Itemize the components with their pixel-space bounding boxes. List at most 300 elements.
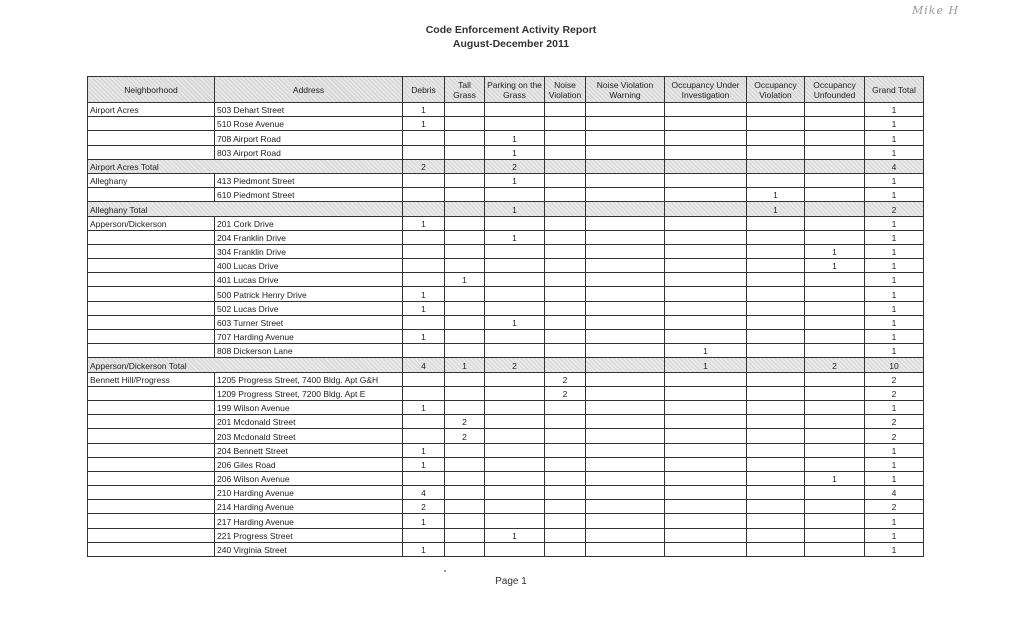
count-cell bbox=[445, 117, 485, 131]
count-cell bbox=[747, 486, 805, 500]
count-cell bbox=[586, 457, 665, 471]
table-row bbox=[88, 273, 924, 287]
count-cell bbox=[586, 415, 665, 429]
count-cell bbox=[403, 315, 445, 329]
count-cell bbox=[545, 528, 586, 542]
count-cell bbox=[403, 273, 445, 287]
grand-total-cell: 2 bbox=[865, 386, 924, 400]
count-cell bbox=[485, 330, 545, 344]
neighborhood-total-row bbox=[88, 358, 924, 372]
count-cell: 1 bbox=[805, 259, 865, 273]
count-cell bbox=[665, 457, 747, 471]
count-cell bbox=[747, 372, 805, 386]
count-cell bbox=[545, 103, 586, 117]
count-cell bbox=[747, 173, 805, 187]
total-label: Airport Acres Total bbox=[88, 159, 403, 173]
grand-total-cell: 2 bbox=[865, 500, 924, 514]
neighborhood-cell bbox=[88, 131, 215, 145]
grand-total-cell: 2 bbox=[865, 429, 924, 443]
table-row bbox=[88, 514, 924, 528]
count-cell bbox=[805, 315, 865, 329]
address-cell: 214 Harding Avenue bbox=[215, 500, 403, 514]
count-cell bbox=[485, 344, 545, 358]
total-count-cell bbox=[445, 202, 485, 216]
report-period: August-December 2011 bbox=[452, 38, 570, 50]
total-count-cell bbox=[403, 202, 445, 216]
count-cell bbox=[485, 542, 545, 556]
grand-total-cell: 1 bbox=[865, 330, 924, 344]
count-cell bbox=[445, 188, 485, 202]
count-cell bbox=[485, 188, 545, 202]
count-cell bbox=[747, 145, 805, 159]
count-cell bbox=[805, 131, 865, 145]
count-cell bbox=[805, 273, 865, 287]
count-cell bbox=[586, 514, 665, 528]
table-row bbox=[88, 471, 924, 485]
count-cell bbox=[403, 471, 445, 485]
grand-total-cell: 1 bbox=[865, 259, 924, 273]
total-count-cell: 1 bbox=[485, 202, 545, 216]
count-cell bbox=[805, 400, 865, 414]
count-cell bbox=[747, 457, 805, 471]
total-grand-cell: 4 bbox=[865, 159, 924, 173]
count-cell: 1 bbox=[403, 400, 445, 414]
count-cell: 2 bbox=[445, 415, 485, 429]
table-header-row bbox=[88, 77, 924, 103]
count-cell bbox=[805, 486, 865, 500]
count-cell bbox=[805, 429, 865, 443]
count-cell bbox=[805, 528, 865, 542]
neighborhood-cell bbox=[88, 259, 215, 273]
count-cell bbox=[545, 244, 586, 258]
count-cell bbox=[445, 386, 485, 400]
grand-total-cell: 1 bbox=[865, 514, 924, 528]
count-cell bbox=[586, 287, 665, 301]
count-cell bbox=[747, 230, 805, 244]
count-cell bbox=[665, 287, 747, 301]
total-count-cell: 1 bbox=[747, 202, 805, 216]
count-cell bbox=[747, 287, 805, 301]
address-cell: 199 Wilson Avenue bbox=[215, 400, 403, 414]
count-cell: 1 bbox=[805, 471, 865, 485]
count-cell bbox=[747, 415, 805, 429]
count-cell bbox=[545, 429, 586, 443]
count-cell bbox=[403, 344, 445, 358]
neighborhood-cell bbox=[88, 315, 215, 329]
count-cell bbox=[586, 103, 665, 117]
neighborhood-cell: Bennett Hill/Progress bbox=[88, 372, 215, 386]
count-cell: 1 bbox=[403, 457, 445, 471]
col-header-noise-violation: Noise Violation bbox=[545, 77, 586, 103]
table-row bbox=[88, 244, 924, 258]
address-cell: 206 Giles Road bbox=[215, 457, 403, 471]
neighborhood-cell: Airport Acres bbox=[88, 103, 215, 117]
count-cell bbox=[545, 131, 586, 145]
count-cell bbox=[665, 230, 747, 244]
table-row bbox=[88, 145, 924, 159]
neighborhood-cell: Alleghany bbox=[88, 173, 215, 187]
grand-total-cell: 1 bbox=[865, 188, 924, 202]
address-cell: 510 Rose Avenue bbox=[215, 117, 403, 131]
address-cell: 206 Wilson Avenue bbox=[215, 471, 403, 485]
count-cell bbox=[805, 415, 865, 429]
col-header-address: Address bbox=[215, 77, 403, 103]
count-cell bbox=[665, 131, 747, 145]
table-row bbox=[88, 486, 924, 500]
count-cell bbox=[665, 486, 747, 500]
address-cell: 708 Airport Road bbox=[215, 131, 403, 145]
count-cell bbox=[403, 386, 445, 400]
count-cell bbox=[485, 486, 545, 500]
count-cell bbox=[586, 301, 665, 315]
count-cell bbox=[485, 443, 545, 457]
grand-total-cell: 1 bbox=[865, 315, 924, 329]
col-header-occupancy-unfounded: Occupancy Unfounded bbox=[805, 77, 865, 103]
count-cell: 2 bbox=[545, 372, 586, 386]
count-cell bbox=[403, 173, 445, 187]
count-cell bbox=[403, 528, 445, 542]
count-cell bbox=[805, 301, 865, 315]
count-cell bbox=[747, 344, 805, 358]
total-count-cell: 2 bbox=[485, 358, 545, 372]
grand-total-cell: 2 bbox=[865, 415, 924, 429]
count-cell bbox=[747, 301, 805, 315]
count-cell bbox=[445, 528, 485, 542]
page-number: Page 1 bbox=[495, 576, 527, 587]
table-row bbox=[88, 386, 924, 400]
count-cell: 1 bbox=[403, 443, 445, 457]
table-row bbox=[88, 287, 924, 301]
count-cell bbox=[485, 457, 545, 471]
total-count-cell bbox=[805, 159, 865, 173]
count-cell bbox=[586, 216, 665, 230]
total-label: Apperson/Dickerson Total bbox=[88, 358, 403, 372]
neighborhood-cell bbox=[88, 443, 215, 457]
col-header-parking-on-grass: Parking on the Grass bbox=[485, 77, 545, 103]
table-row bbox=[88, 415, 924, 429]
table-row bbox=[88, 259, 924, 273]
count-cell: 1 bbox=[403, 514, 445, 528]
count-cell bbox=[485, 259, 545, 273]
count-cell bbox=[665, 528, 747, 542]
count-cell: 1 bbox=[665, 344, 747, 358]
table-row bbox=[88, 301, 924, 315]
address-cell: 500 Patrick Henry Drive bbox=[215, 287, 403, 301]
total-count-cell bbox=[586, 202, 665, 216]
count-cell bbox=[747, 500, 805, 514]
count-cell: 4 bbox=[403, 486, 445, 500]
count-cell bbox=[545, 117, 586, 131]
count-cell bbox=[665, 386, 747, 400]
count-cell bbox=[445, 230, 485, 244]
count-cell bbox=[747, 216, 805, 230]
address-cell: 201 Cork Drive bbox=[215, 216, 403, 230]
table-row bbox=[88, 131, 924, 145]
grand-total-cell: 1 bbox=[865, 457, 924, 471]
count-cell bbox=[445, 400, 485, 414]
count-cell bbox=[586, 259, 665, 273]
table-row bbox=[88, 173, 924, 187]
count-cell bbox=[485, 500, 545, 514]
count-cell bbox=[665, 429, 747, 443]
neighborhood-cell bbox=[88, 386, 215, 400]
count-cell bbox=[445, 173, 485, 187]
count-cell bbox=[445, 330, 485, 344]
count-cell bbox=[747, 514, 805, 528]
count-cell bbox=[665, 372, 747, 386]
report-title: Code Enforcement Activity Report bbox=[425, 24, 597, 36]
count-cell bbox=[665, 301, 747, 315]
count-cell bbox=[545, 500, 586, 514]
grand-total-cell: 1 bbox=[865, 443, 924, 457]
count-cell bbox=[586, 131, 665, 145]
count-cell bbox=[747, 131, 805, 145]
neighborhood-cell bbox=[88, 542, 215, 556]
grand-total-cell: 1 bbox=[865, 528, 924, 542]
neighborhood-cell bbox=[88, 429, 215, 443]
address-cell: 603 Turner Street bbox=[215, 315, 403, 329]
col-header-grand-total: Grand Total bbox=[865, 77, 924, 103]
count-cell bbox=[586, 400, 665, 414]
count-cell bbox=[586, 486, 665, 500]
count-cell bbox=[445, 259, 485, 273]
count-cell bbox=[805, 173, 865, 187]
count-cell bbox=[485, 386, 545, 400]
count-cell bbox=[545, 400, 586, 414]
address-cell: 803 Airport Road bbox=[215, 145, 403, 159]
count-cell bbox=[665, 500, 747, 514]
count-cell bbox=[747, 542, 805, 556]
col-header-neighborhood: Neighborhood bbox=[88, 77, 215, 103]
neighborhood-total-row bbox=[88, 159, 924, 173]
total-count-cell bbox=[586, 159, 665, 173]
grand-total-cell: 1 bbox=[865, 216, 924, 230]
count-cell bbox=[445, 372, 485, 386]
col-header-noise-warning: Noise Violation Warning bbox=[586, 77, 665, 103]
count-cell bbox=[485, 429, 545, 443]
count-cell: 1 bbox=[403, 330, 445, 344]
count-cell: 2 bbox=[445, 429, 485, 443]
count-cell bbox=[586, 244, 665, 258]
neighborhood-cell bbox=[88, 330, 215, 344]
neighborhood-cell bbox=[88, 528, 215, 542]
count-cell bbox=[485, 117, 545, 131]
neighborhood-cell bbox=[88, 457, 215, 471]
count-cell bbox=[586, 344, 665, 358]
handwritten-signature: Mike H bbox=[912, 4, 960, 17]
count-cell bbox=[747, 103, 805, 117]
total-count-cell bbox=[545, 202, 586, 216]
count-cell: 1 bbox=[485, 315, 545, 329]
count-cell bbox=[545, 315, 586, 329]
count-cell bbox=[445, 145, 485, 159]
address-cell: 204 Bennett Street bbox=[215, 443, 403, 457]
count-cell bbox=[545, 514, 586, 528]
address-cell: 221 Progress Street bbox=[215, 528, 403, 542]
count-cell bbox=[805, 188, 865, 202]
scan-speck bbox=[444, 570, 446, 572]
address-cell: 304 Franklin Drive bbox=[215, 244, 403, 258]
count-cell bbox=[586, 471, 665, 485]
grand-total-cell: 1 bbox=[865, 131, 924, 145]
count-cell bbox=[485, 400, 545, 414]
address-cell: 217 Harding Avenue bbox=[215, 514, 403, 528]
count-cell bbox=[665, 443, 747, 457]
count-cell bbox=[747, 528, 805, 542]
count-cell bbox=[545, 443, 586, 457]
table-row bbox=[88, 330, 924, 344]
count-cell bbox=[545, 145, 586, 159]
count-cell bbox=[485, 372, 545, 386]
count-cell: 2 bbox=[403, 500, 445, 514]
count-cell bbox=[665, 514, 747, 528]
count-cell bbox=[665, 103, 747, 117]
count-cell bbox=[805, 457, 865, 471]
neighborhood-cell bbox=[88, 400, 215, 414]
count-cell: 1 bbox=[403, 117, 445, 131]
count-cell bbox=[747, 259, 805, 273]
count-cell bbox=[445, 471, 485, 485]
total-count-cell bbox=[805, 202, 865, 216]
neighborhood-cell: Apperson/Dickerson bbox=[88, 216, 215, 230]
table-row bbox=[88, 216, 924, 230]
count-cell bbox=[403, 429, 445, 443]
count-cell: 1 bbox=[485, 131, 545, 145]
count-cell bbox=[586, 145, 665, 159]
count-cell bbox=[445, 315, 485, 329]
address-cell: 1209 Progress Street, 7200 Bldg. Apt E bbox=[215, 386, 403, 400]
count-cell bbox=[586, 173, 665, 187]
grand-total-cell: 1 bbox=[865, 471, 924, 485]
count-cell bbox=[445, 457, 485, 471]
grand-total-cell: 1 bbox=[865, 244, 924, 258]
grand-total-cell: 1 bbox=[865, 117, 924, 131]
count-cell bbox=[805, 542, 865, 556]
count-cell: 1 bbox=[403, 103, 445, 117]
count-cell bbox=[545, 188, 586, 202]
address-cell: 413 Piedmont Street bbox=[215, 173, 403, 187]
count-cell bbox=[665, 173, 747, 187]
col-header-debris: Debris bbox=[403, 77, 445, 103]
count-cell bbox=[485, 244, 545, 258]
total-label: Alleghany Total bbox=[88, 202, 403, 216]
count-cell bbox=[805, 443, 865, 457]
address-cell: 210 Harding Avenue bbox=[215, 486, 403, 500]
grand-total-cell: 1 bbox=[865, 230, 924, 244]
count-cell bbox=[665, 259, 747, 273]
count-cell bbox=[805, 117, 865, 131]
count-cell bbox=[665, 216, 747, 230]
table-row bbox=[88, 315, 924, 329]
count-cell bbox=[665, 330, 747, 344]
table-row bbox=[88, 542, 924, 556]
total-count-cell bbox=[665, 202, 747, 216]
neighborhood-cell bbox=[88, 244, 215, 258]
count-cell bbox=[485, 415, 545, 429]
table-row bbox=[88, 188, 924, 202]
count-cell bbox=[586, 315, 665, 329]
count-cell bbox=[403, 131, 445, 145]
total-count-cell: 4 bbox=[403, 358, 445, 372]
count-cell bbox=[445, 131, 485, 145]
count-cell bbox=[747, 429, 805, 443]
table-row bbox=[88, 443, 924, 457]
count-cell bbox=[545, 230, 586, 244]
neighborhood-cell bbox=[88, 471, 215, 485]
count-cell: 1 bbox=[485, 528, 545, 542]
count-cell bbox=[545, 542, 586, 556]
total-count-cell: 2 bbox=[485, 159, 545, 173]
count-cell bbox=[403, 244, 445, 258]
count-cell bbox=[445, 500, 485, 514]
address-cell: 1205 Progress Street, 7400 Bldg. Apt G&H bbox=[215, 372, 403, 386]
count-cell bbox=[747, 117, 805, 131]
table-row bbox=[88, 103, 924, 117]
count-cell bbox=[545, 330, 586, 344]
neighborhood-cell bbox=[88, 301, 215, 315]
count-cell bbox=[485, 514, 545, 528]
address-cell: 610 Piedmont Street bbox=[215, 188, 403, 202]
count-cell bbox=[586, 528, 665, 542]
grand-total-cell: 1 bbox=[865, 103, 924, 117]
total-count-cell bbox=[445, 159, 485, 173]
count-cell bbox=[747, 244, 805, 258]
count-cell: 1 bbox=[403, 287, 445, 301]
count-cell bbox=[586, 542, 665, 556]
count-cell bbox=[545, 457, 586, 471]
count-cell bbox=[445, 542, 485, 556]
address-cell: 503 Dehart Street bbox=[215, 103, 403, 117]
count-cell bbox=[665, 188, 747, 202]
count-cell: 1 bbox=[747, 188, 805, 202]
table-row bbox=[88, 528, 924, 542]
table-row bbox=[88, 344, 924, 358]
neighborhood-cell bbox=[88, 287, 215, 301]
count-cell bbox=[747, 273, 805, 287]
address-cell: 240 Virginia Street bbox=[215, 542, 403, 556]
count-cell bbox=[545, 259, 586, 273]
count-cell bbox=[485, 471, 545, 485]
address-cell: 201 Mcdonald Street bbox=[215, 415, 403, 429]
count-cell bbox=[403, 415, 445, 429]
total-grand-cell: 2 bbox=[865, 202, 924, 216]
count-cell bbox=[586, 273, 665, 287]
count-cell bbox=[805, 386, 865, 400]
count-cell bbox=[805, 372, 865, 386]
neighborhood-total-row bbox=[88, 202, 924, 216]
count-cell bbox=[665, 244, 747, 258]
total-count-cell bbox=[665, 159, 747, 173]
total-count-cell bbox=[747, 159, 805, 173]
total-count-cell bbox=[586, 358, 665, 372]
neighborhood-cell bbox=[88, 117, 215, 131]
count-cell bbox=[665, 542, 747, 556]
total-count-cell: 2 bbox=[403, 159, 445, 173]
count-cell: 1 bbox=[805, 244, 865, 258]
count-cell bbox=[586, 230, 665, 244]
count-cell bbox=[445, 486, 485, 500]
count-cell bbox=[586, 443, 665, 457]
count-cell bbox=[545, 344, 586, 358]
neighborhood-cell bbox=[88, 145, 215, 159]
count-cell bbox=[805, 330, 865, 344]
count-cell bbox=[403, 230, 445, 244]
table-row bbox=[88, 500, 924, 514]
grand-total-cell: 1 bbox=[865, 173, 924, 187]
address-cell: 707 Harding Avenue bbox=[215, 330, 403, 344]
count-cell bbox=[545, 216, 586, 230]
total-count-cell: 2 bbox=[805, 358, 865, 372]
